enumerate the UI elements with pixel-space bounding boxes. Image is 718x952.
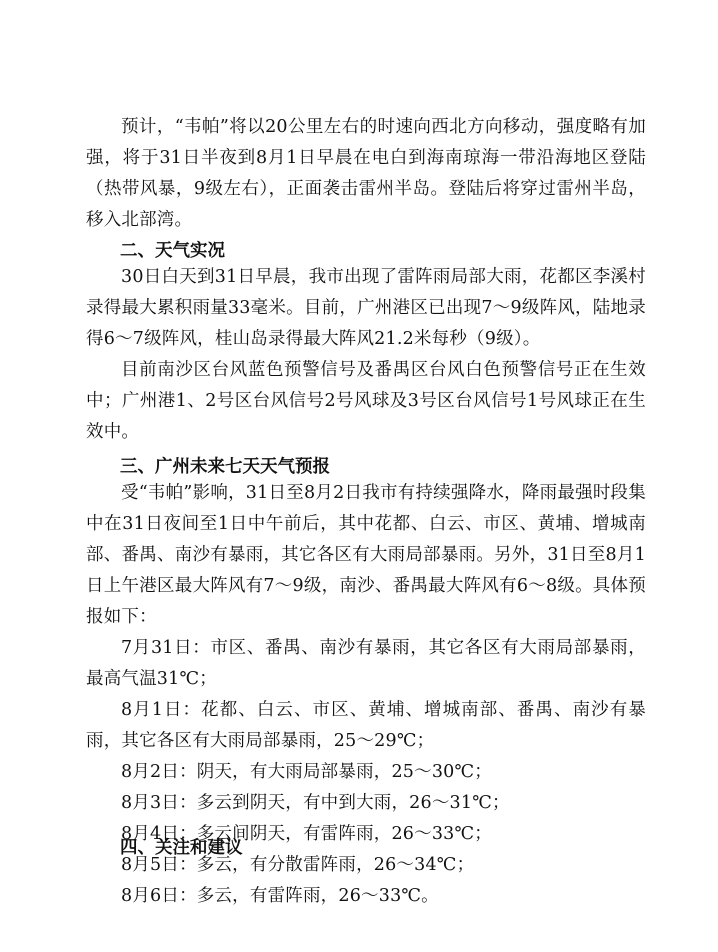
forecast-summary-paragraph: 受“韦帕”影响，31日至8月2日我市有持续强降水，降雨最强时段集中在31日夜间至1日中午前后，其中花都、白云、市区、黄埔、增城南部、番禺、南沙有暴雨，其它各区有大雨局部暴雨。另外，31日至8月1日上午港区最大阵风有7～9级，南沙、番禺最大阵风有6～8级。具体预报如下：: [86, 483, 646, 627]
forecast-item-aug-6: 8月6日：多云，有雷阵雨，26～33℃。: [121, 886, 439, 906]
section-heading-weather-observations: 二、天气实况: [120, 241, 225, 261]
intro-section: [86, 112, 646, 236]
forecast-item-aug-5: 8月5日：多云，有分散雷阵雨，26～34℃；: [121, 855, 475, 875]
observations-paragraph-1: 30日白天到31日早晨，我市出现了雷阵雨局部大雨，花都区李溪村录得最大累积雨量33毫米。目前，广州港区已出现7～9级阵风，陆地录得6～7级阵风，桂山岛录得最大阵风21.2米每秒（9级）。: [86, 267, 646, 349]
forecast-item-aug-3: 8月3日：多云到阴天，有中到大雨，26～31℃；: [121, 793, 510, 813]
weather-observations-section: [86, 262, 646, 448]
section-heading-attention-suggestions: 四、关注和建议: [120, 838, 243, 858]
intro-paragraph: 预计，“韦帕”将以20公里左右的时速向西北方向移动，强度略有加强，将于31日半夜到8月1日早晨在电白到海南琼海一带沿海地区登陆（热带风暴，9级左右），正面袭击雷州半岛。登陆后将穿过雷州半岛，移入北部湾。: [86, 117, 646, 230]
forecast-item-jul-31: 7月31日：市区、番禺、南沙有暴雨，其它各区有大雨局部暴雨，最高气温31℃；: [86, 638, 646, 689]
forecast-item-aug-1: 8月1日：花都、白云、市区、黄埔、增城南部、番禺、南沙有暴雨，其它各区有大雨局部暴雨，25～29℃；: [86, 700, 646, 751]
forecast-item-aug-4: 8月4日：多云间阴天，有雷阵雨，26～33℃；: [121, 824, 492, 844]
section-heading-seven-day-forecast: 三、广州未来七天天气预报: [120, 457, 330, 477]
observations-paragraph-2: 目前南沙区台风蓝色预警信号及番禺区台风白色预警信号正在生效中；广州港1、2号区台风信号2号风球及3号区台风信号1号风球正在生效中。: [86, 360, 646, 442]
forecast-item-aug-2: 8月2日：阴天，有大雨局部暴雨，25～30℃；: [121, 762, 492, 782]
